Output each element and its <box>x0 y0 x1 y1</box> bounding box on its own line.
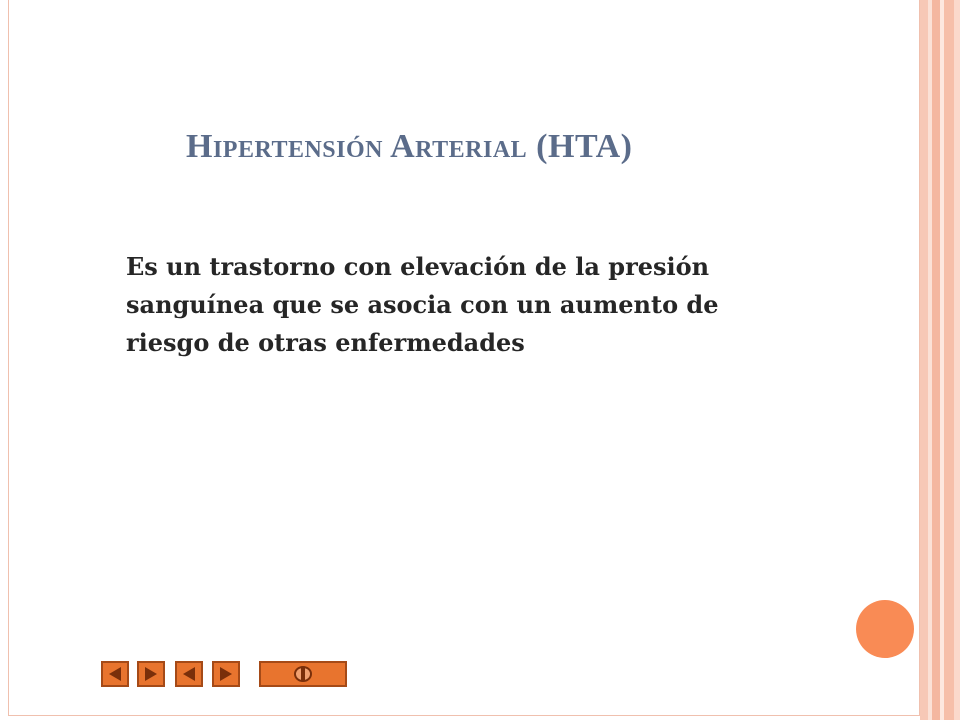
nav-first-button[interactable] <box>175 661 203 687</box>
body-line-2: sanguínea que se asocia con un aumento de <box>126 290 719 319</box>
nav-return-button[interactable] <box>259 661 347 687</box>
arrow-left-icon <box>108 666 122 682</box>
return-icon <box>292 665 314 683</box>
arrow-left-icon <box>182 666 196 682</box>
slide-title: Hipertensión Arterial (HTA) <box>186 128 633 165</box>
arrow-right-icon <box>219 666 233 682</box>
arrow-right-icon <box>144 666 158 682</box>
body-line-3: riesgo de otras enfermedades <box>126 328 525 357</box>
nav-back-button[interactable] <box>101 661 129 687</box>
body-line-1: Es un trastorno con elevación de la presión <box>126 252 710 281</box>
decorative-orange-circle <box>856 600 914 658</box>
nav-last-button[interactable] <box>212 661 240 687</box>
decorative-side-stripes <box>920 0 960 720</box>
nav-forward-button[interactable] <box>137 661 165 687</box>
slide-body-text <box>126 248 866 362</box>
